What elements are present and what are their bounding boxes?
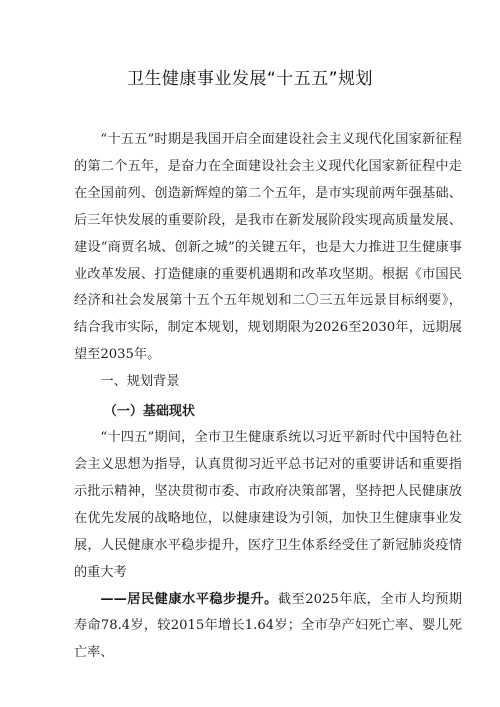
health-level-lead: ——居民健康水平稳步提升。 bbox=[100, 591, 278, 607]
intro-paragraph: “十五五”时期是我国开启全面建设社会主义现代化国家新征程的第二个五年，是奋力在全面建设社会主义现代化国家新征程中走在全国前列、创造新辉煌的第二个五年，是市实现前两年强基础、后三年快发展的重要阶段，是我市在新发展阶段实现高质量发展、建设“商贾名城、创新之城”的关键五年，也是大力推进卫生健康事业改革发展、打造健康的重要机遇期和改革攻坚期。根据《市国民经济和社会发展第十五个五年规划和二〇三五年远景目标纲要》，结合我市实际，制定本规划，规划期限为2026至2030年，远期展望至2035年。 bbox=[74, 132, 462, 363]
health-level-paragraph bbox=[74, 587, 462, 668]
subsection-heading: （一）基础现状 bbox=[103, 404, 195, 420]
background-paragraph: “十四五”期间，全市卫生健康系统以习近平新时代中国特色社会主义思想为指导，认真贯彻习近平总书记对的重要讲话和重要指示批示精神，坚决贯彻市委、市政府决策部署，坚持把人民健康放在优先发展的战略地位，以健康建设为引领，加快卫生健康事业发展，人民健康水平稳步提升，医疗卫生体系经受住了新冠肺炎疫情的重大考 bbox=[74, 430, 462, 580]
document-body bbox=[74, 127, 462, 667]
health-level-text: 截至2025年底，全市人均预期寿命78.4岁，较2015年增长1.64岁；全市孕产妇死亡率、婴儿死亡率、 bbox=[74, 591, 463, 661]
section-heading: 一、规划背景 bbox=[100, 374, 180, 390]
document-title: 卫生健康事业发展“十五五”规划 bbox=[126, 69, 374, 89]
